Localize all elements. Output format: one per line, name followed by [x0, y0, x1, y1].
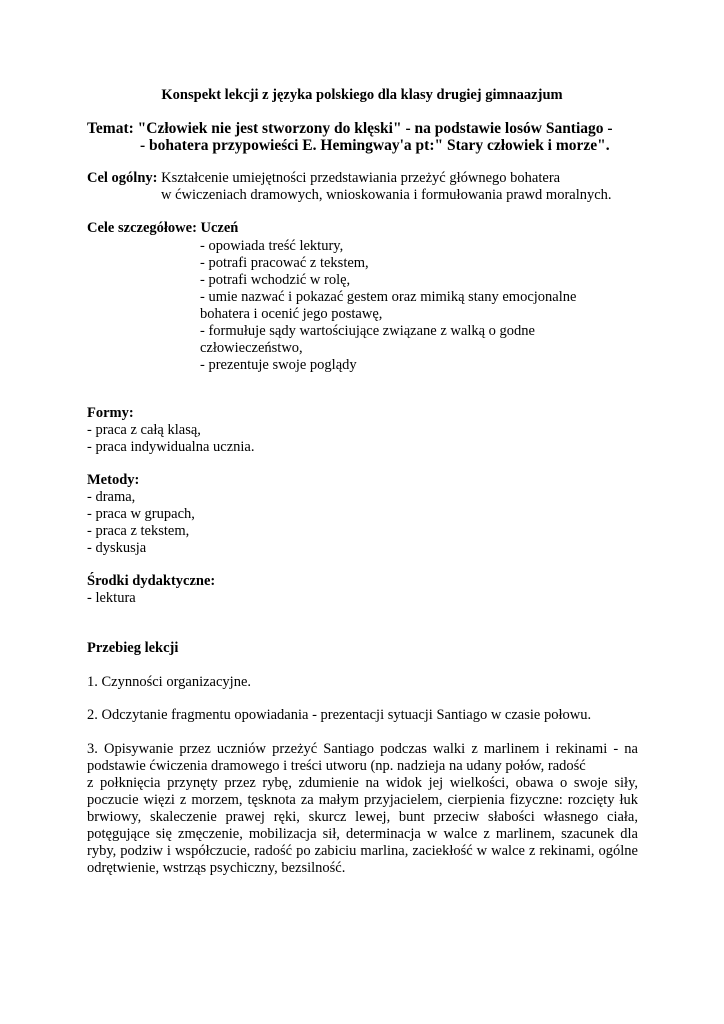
lesson-step-3-line: podstawie ćwiczenia dramowego i treści utworu (np. nadzieja na udany połów, radość	[87, 758, 586, 774]
specific-goals-label: Cele szczegółowe: Uczeń	[87, 220, 239, 236]
topic-label: Temat:	[87, 120, 134, 137]
specific-goal-item: bohatera i ocenić jego postawę,	[200, 306, 383, 322]
teaching-aids-item: - lektura	[87, 590, 136, 606]
lesson-course-heading: Przebieg lekcji	[87, 640, 179, 656]
lesson-step-1: 1. Czynności organizacyjne.	[87, 674, 252, 690]
general-goal-text-2: w ćwiczeniach dramowych, wnioskowania i formułowania prawd moralnych.	[161, 187, 612, 203]
document-title: Konspekt lekcji z języka polskiego dla klasy drugiej gimnaazjum	[161, 87, 563, 103]
lesson-step-2: 2. Odczytanie fragmentu opowiadania - prezentacji sytuacji Santiago w czasie połowu.	[87, 707, 592, 723]
teaching-aids-heading: Środki dydaktyczne:	[87, 573, 216, 589]
specific-goal-item: - potrafi pracować z tekstem,	[200, 255, 369, 271]
forms-heading: Formy:	[87, 405, 134, 421]
specific-goal-item: - opowiada treść lektury,	[200, 238, 344, 254]
lesson-step-3-line: odrętwienie, wstrząs psychiczny, bezsilność.	[87, 860, 346, 876]
specific-goal-item: człowieczeństwo,	[200, 340, 303, 356]
general-goal-label: Cel ogólny:	[87, 170, 158, 186]
lesson-step-3-line: 3. Opisywanie przez uczniów przeżyć Santiago podczas walki z marlinem i rekinami - na	[87, 741, 638, 757]
forms-item: - praca indywidualna ucznia.	[87, 439, 255, 455]
lesson-step-3-line: brwiowy, skaleczenie prawej ręki, skurcz lewej, bunt przeciw słabości własnego ciała,	[87, 809, 638, 825]
lesson-step-3-line: poczucie więzi z morzem, tęsknota za małym przyjacielem, cierpienia fizyczne: rozcięty łuk	[87, 792, 638, 808]
methods-heading: Metody:	[87, 472, 140, 488]
lesson-step-3-line: potęgujące się zmęczenie, mobilizacja sił, determinacja w walce z marlinem, szacunek dla	[87, 826, 638, 842]
general-goal-line-1	[87, 170, 560, 187]
specific-goal-item: - formułuje sądy wartościujące związane z walką o godne	[200, 323, 535, 339]
specific-goal-item: - umie nazwać i pokazać gestem oraz mimiką stany emocjonalne	[200, 289, 577, 305]
forms-item: - praca z całą klasą,	[87, 422, 201, 438]
topic-text-2: - bohatera przypowieści E. Hemingway'a pt:" Stary człowiek i morze".	[140, 137, 610, 154]
methods-item: - drama,	[87, 489, 136, 505]
topic-text-1: "Człowiek nie jest stworzony do klęski" - na podstawie losów Santiago -	[137, 120, 613, 137]
methods-item: - praca w grupach,	[87, 506, 195, 522]
topic-line-1	[87, 120, 613, 137]
lesson-step-3-line: ryby, podziw i współczucie, radość po zabiciu marlina, zaciekłość w walce z rekinami, ogólne	[87, 843, 638, 859]
general-goal-text-1: Kształcenie umiejętności przedstawiania przeżyć głównego bohatera	[161, 170, 561, 186]
lesson-step-3-line: z połknięcia przynęty przez rybę, zdumienie na widok jej wielkości, obawa o swoje siły,	[87, 775, 638, 791]
specific-goal-item: - prezentuje swoje poglądy	[200, 357, 357, 373]
specific-goal-item: - potrafi wchodzić w rolę,	[200, 272, 351, 288]
methods-item: - dyskusja	[87, 540, 147, 556]
methods-item: - praca z tekstem,	[87, 523, 190, 539]
